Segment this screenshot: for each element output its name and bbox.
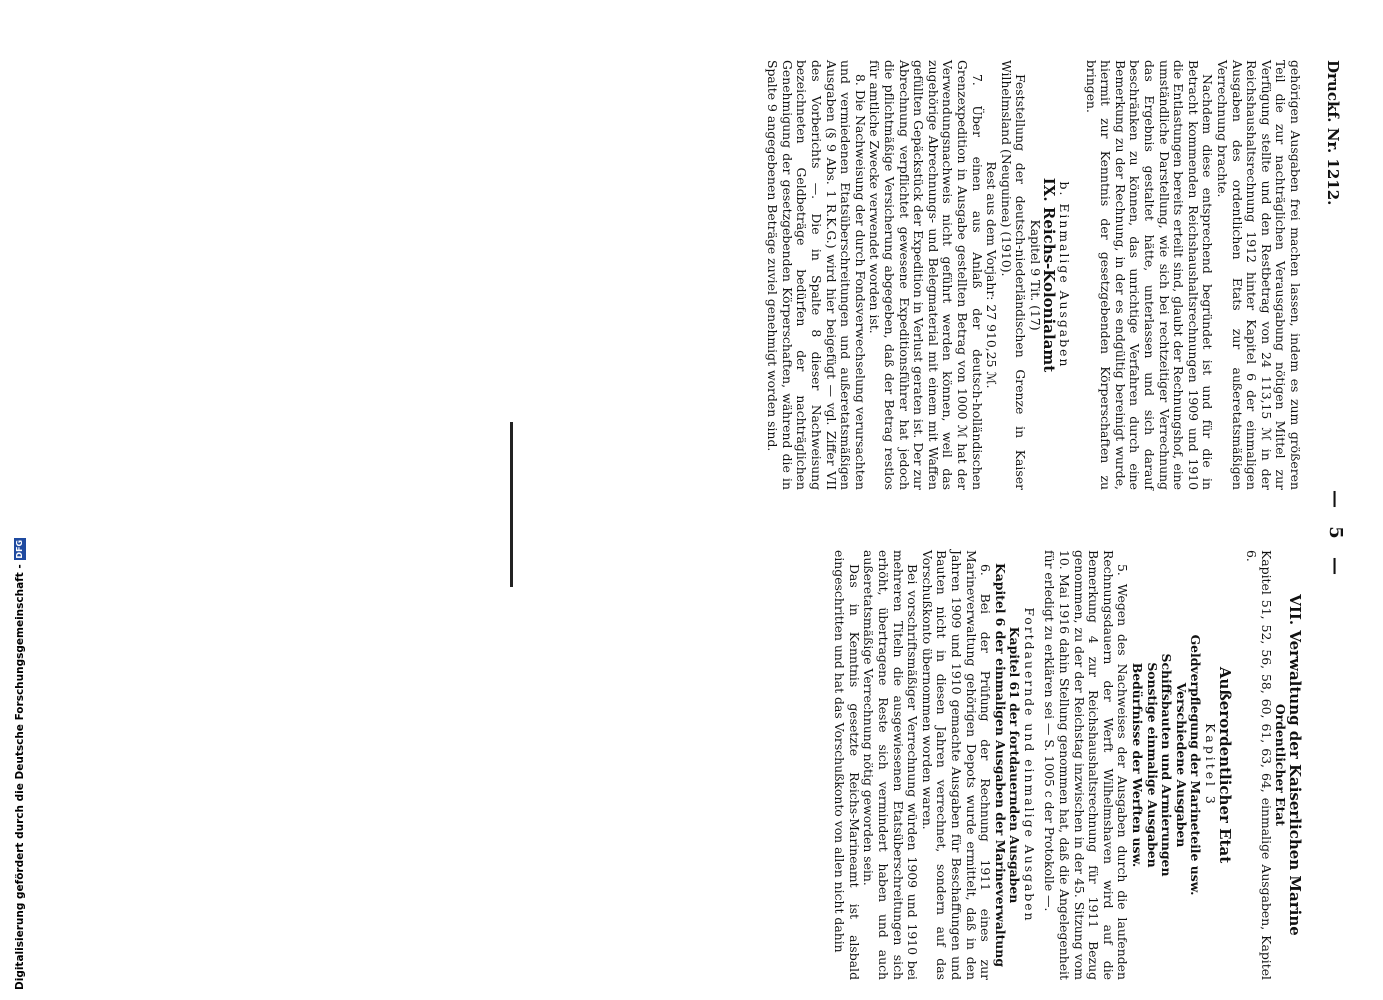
digitization-credit (14, 538, 26, 990)
heading-line: Sonstige einmalige Ausgaben (1144, 662, 1160, 868)
subject-line: Feststellung der deutsch-niederländischen Grenze in Kaiser Wilhelmsland (Neuguinea) (1910). (998, 60, 1029, 490)
section-heading: b. Einmalige Ausgaben (1057, 181, 1073, 369)
heading-line: Schiffsbauten und Armierungen (1159, 653, 1175, 877)
kapitel-description: Geldverpflegung der Marineteile usw. (1188, 634, 1204, 896)
paragraph: gehörigen Ausgaben frei machen lassen, indem es zum größeren Teil die zur nachträglichen Verausgabung nötigen Mittel zur Verfügung stellte und den Restbetrag von 24 113,15 ℳ in der Reichshaushaltsrechnung 1912 hinter Kapitel 6 der einmaligen Ausgaben des ordentlichen Etats zur außeretatsmäßigen Verrechnung brachte. (1215, 60, 1303, 490)
chapter-title: VII. Verwaltung der Kaiserlichen Marine (1286, 594, 1304, 936)
kapitel-line: Kapitel 9 Tit. (17) (1027, 219, 1043, 331)
section-heading: Kapitel 6 der einmaligen Ausgaben der Marineverwaltung (992, 563, 1008, 967)
paragraph: 7. Über einen aus Anlaß der deutsch-holländischen Grenzexpedition in Ausgabe gestellten Betrag von 1000 ℳ hat der Verwendungsnachweis nicht geführt werden können, weil das zugehörige Abrechnungs- und Belegmaterial mit einem mit Waffen gefüllten Gepäckstück der Expedition in Verlust geraten ist. Der zur Abrechnung verpflichtet gewesene Expeditionsführer hat jedoch die pflichtmäßige Versicherung abgegeben, daß der Betrag restlos für amtliche Zwecke verwendet worden ist. (867, 60, 985, 490)
rest-line: Rest aus dem Vorjahr: 27 910,25 ℳ. (984, 161, 1000, 389)
paragraph: Bei vorschriftsmäßiger Verrechnung würden 1909 und 1910 bei mehreren Titeln die ausgewiesenen Etatsüberschreitungen sich erhöht, übertragene Reste sich vermindert haben und auch außeretatsmäßige Verrechnung nötig geworden sein. (861, 550, 921, 980)
kapitel-line: Kapitel 3 (1203, 723, 1219, 807)
page-number: — 5 — (1325, 490, 1346, 582)
section-heading: Fortdauernde und einmalige Ausgaben (1021, 607, 1037, 923)
section-heading: IX. Reichs-Kolonialamt (1040, 177, 1059, 373)
credit-text: Digitalisierung gefördert durch die Deutsche Forschungsgemeinschaft - (14, 564, 26, 990)
left-column (765, 60, 1302, 490)
page-header (1310, 60, 1346, 1000)
section-heading: Kapitel 61 der fortdauernden Ausgaben (1007, 626, 1023, 904)
paragraph: Nachdem diese entsprechend begründet ist und für die in Betracht kommenden Reichshaushaltsrechnungen 1909 und 1910 die Entlastungen bereits erteilt sind, glaubt der Rechnungshof, eine umständliche Darstellung, wie sich bei rechtzeitiger Verrechnung das Ergebnis gestaltet hätte, unterlassen und sich darauf beschränken zu können, das unrichtige Verfahren durch eine Bemerkung zu der Rechnung, in der es endgültig bereinigt wurde, hiermit zur Kenntnis der gesetzgebenden Körperschaften zu bringen. (1083, 60, 1216, 490)
heading-line: Verschiedene Ausgaben (1173, 682, 1189, 848)
page-edge-rule (510, 422, 513, 587)
paragraph: 5. Wegen des Nachweises der Ausgaben durch die laufenden Rechnungsdauern der Werft Wilhelmshaven wird auf die Bemerkung 4 zur Reichshaushaltsrechnung für 1911 Bezug genommen, zu der der Reichstag inzwischen in der 45. Sitzung vom 10. Mai 1916 dahin Stellung genommen hat, daß die Angelegenheit für erledigt zu erklären sei — S. 1005 c der Protokolle —. (1042, 550, 1131, 980)
paragraph: 8. Die Nachweisung der durch Fondsverwechselung verursachten und vermiedenen Etatsüberschreitungen und außeretatsmäßigen Ausgaben (§ 9 Abs. 1 R.K.G.) wird hier beigefügt — vgl. Ziffer VII des Vorberichts —. Die in Spalte 8 dieser Nachweisung bezeichneten Geldbeträge bedürfen der nachträglichen Genehmigung der gesetzgebenden Körperschaften, während die in Spalte 9 angegebenen Beträge zuviel genehmigt worden sind. (765, 60, 868, 490)
document-page (560, 60, 1346, 1000)
paragraph: Das in Kenntnis gesetzte Reichs-Marineamt ist alsbald eingeschritten und hat das Vorschußkonto von allen nicht dahin (832, 550, 862, 980)
document-number: Druckf. Nr. 1212. (1324, 60, 1342, 206)
section-heading: Außerordentlicher Etat (1215, 666, 1234, 864)
heading-line: Bedürfnisse der Werften usw. (1130, 662, 1146, 868)
right-column (832, 550, 1302, 980)
paragraph: Kapitel 51, 52, 56, 58, 60, 61, 63, 64, einmalige Ausgaben, Kapitel 6. (1244, 550, 1274, 980)
chapter-subtitle: Ordentlicher Etat (1273, 703, 1289, 827)
paragraph: 6. Bei der Prüfung der Rechnung 1911 eines zur Marineverwaltung gehörigen Depots wurde ermittelt, daß in den Jahren 1909 und 1910 gemachte Ausgaben für Beschaffungen und Bauten nicht in diesen Jahren verrechnet, sondern auf das Vorschußkonto übernommen worden waren. (919, 550, 994, 980)
dfg-logo-icon: DFG (15, 539, 24, 559)
